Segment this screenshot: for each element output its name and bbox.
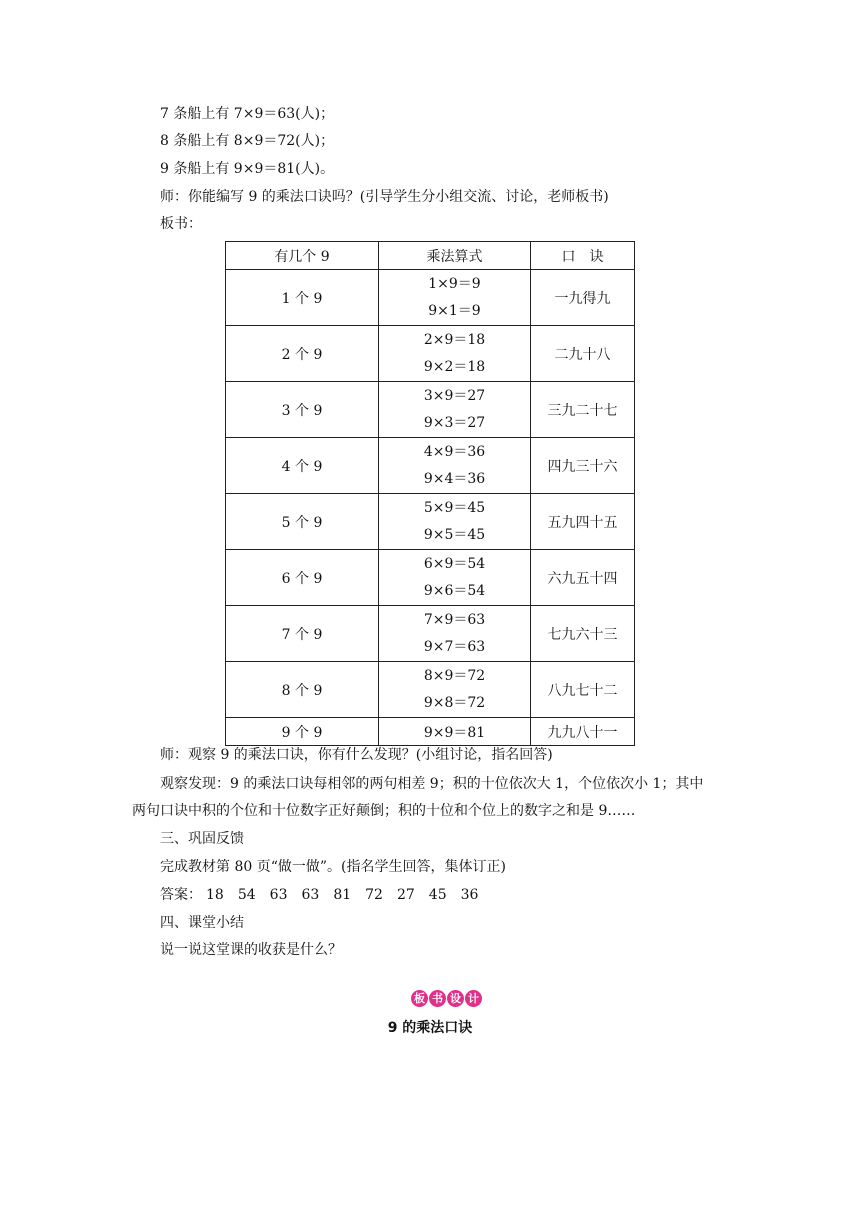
equation-cell xyxy=(379,326,531,382)
table-row xyxy=(226,662,635,718)
equation: 1×9＝9 xyxy=(428,275,481,292)
table-row xyxy=(226,438,635,494)
equation-cell xyxy=(379,270,531,326)
count-cell: 6 个 9 xyxy=(226,550,379,606)
board-design-title: 9 的乘法口诀 xyxy=(387,1020,473,1036)
observe-line-2: 两句口诀中积的个位和十位数字正好颠倒；积的十位和个位上的数字之和是 9…… xyxy=(132,803,636,819)
answer-value: 63 xyxy=(301,887,320,903)
equation-cell xyxy=(379,606,531,662)
equation: 4×9＝36 xyxy=(423,443,486,460)
answer-value: 81 xyxy=(333,887,352,903)
multiplication-table xyxy=(225,241,635,746)
rhyme-cell: 三九二十七 xyxy=(531,382,635,438)
badge-char: 板 xyxy=(411,990,428,1007)
table-row xyxy=(226,550,635,606)
count-cell: 5 个 9 xyxy=(226,494,379,550)
count-cell: 7 个 9 xyxy=(226,606,379,662)
count-cell: 2 个 9 xyxy=(226,326,379,382)
equation: 9×5＝45 xyxy=(423,526,486,543)
line-7-boats: 7 条船上有 7×9＝63(人)； xyxy=(160,106,335,122)
equation-cell xyxy=(379,550,531,606)
badge-char: 书 xyxy=(429,990,446,1007)
answer-line xyxy=(160,885,492,905)
count-cell: 4 个 9 xyxy=(226,438,379,494)
board-design-badge xyxy=(411,990,482,1008)
table-row xyxy=(226,382,635,438)
equation-cell xyxy=(379,662,531,718)
equation-cell xyxy=(379,438,531,494)
equation: 9×1＝9 xyxy=(428,302,481,319)
observe-line-1: 观察发现：9 的乘法口诀每相邻的两句相差 9；积的十位依次大 1，个位依次小 1；其中 xyxy=(160,776,704,792)
rhyme-cell: 一九得九 xyxy=(531,270,635,326)
rhyme-cell: 四九三十六 xyxy=(531,438,635,494)
teacher-question: 师：你能编写 9 的乘法口诀吗？(引导学生分小组交流、讨论，老师板书) xyxy=(160,189,609,205)
equation: 9×2＝18 xyxy=(423,358,486,375)
board-label: 板书： xyxy=(160,216,202,232)
line-9-boats: 9 条船上有 9×9＝81(人)。 xyxy=(160,161,335,177)
exercise-instruction: 完成教材第 80 页“做一做”。(指名学生回答，集体订正) xyxy=(160,859,506,875)
equation: 9×4＝36 xyxy=(423,470,486,487)
rhyme-cell: 二九十八 xyxy=(531,326,635,382)
rhyme-cell: 八九七十二 xyxy=(531,662,635,718)
equation-cell xyxy=(379,382,531,438)
answer-value: 27 xyxy=(396,887,415,903)
count-cell: 3 个 9 xyxy=(226,382,379,438)
count-cell: 8 个 9 xyxy=(226,662,379,718)
equation: 3×9＝27 xyxy=(423,387,486,404)
equation: 5×9＝45 xyxy=(423,499,486,516)
answer-value: 36 xyxy=(460,887,479,903)
section-heading-4: 四、课堂小结 xyxy=(160,915,244,931)
summary-question: 说一说这堂课的收获是什么？ xyxy=(160,942,342,958)
answer-value: 63 xyxy=(269,887,288,903)
equation: 8×9＝72 xyxy=(423,667,486,684)
table-row xyxy=(226,606,635,662)
table-row xyxy=(226,718,635,746)
section-heading-3: 三、巩固反馈 xyxy=(160,831,244,847)
rhyme-cell: 六九五十四 xyxy=(531,550,635,606)
header-rhyme: 口 诀 xyxy=(531,242,635,270)
table-row xyxy=(226,326,635,382)
answer-value: 45 xyxy=(428,887,447,903)
header-equation: 乘法算式 xyxy=(379,242,531,270)
answer-value: 18 xyxy=(206,887,224,903)
equation: 9×3＝27 xyxy=(423,414,486,431)
equation: 2×9＝18 xyxy=(423,331,486,348)
table-row xyxy=(226,494,635,550)
equation: 6×9＝54 xyxy=(423,555,486,572)
answer-label: 答案： xyxy=(160,887,202,903)
count-cell: 1 个 9 xyxy=(226,270,379,326)
header-count: 有几个 9 xyxy=(226,242,379,270)
equation: 9×6＝54 xyxy=(423,582,486,599)
count-cell: 9 个 9 xyxy=(226,718,379,746)
rhyme-cell: 九九八十一 xyxy=(531,718,635,746)
equation-cell xyxy=(379,494,531,550)
equation: 7×9＝63 xyxy=(423,611,486,628)
line-8-boats: 8 条船上有 8×9＝72(人)； xyxy=(160,133,335,149)
equation: 9×8＝72 xyxy=(423,694,486,711)
equation-cell: 9×9＝81 xyxy=(379,718,531,746)
table-row xyxy=(226,270,635,326)
badge-char: 计 xyxy=(465,990,482,1007)
rhyme-cell: 五九四十五 xyxy=(531,494,635,550)
observe-prompt: 师：观察 9 的乘法口诀，你有什么发现？(小组讨论，指名回答) xyxy=(160,747,553,763)
table-header-row xyxy=(226,242,635,270)
answer-value: 54 xyxy=(237,887,256,903)
rhyme-cell: 七九六十三 xyxy=(531,606,635,662)
badge-char: 设 xyxy=(447,990,464,1007)
equation: 9×7＝63 xyxy=(423,638,486,655)
answer-value: 72 xyxy=(365,887,383,903)
